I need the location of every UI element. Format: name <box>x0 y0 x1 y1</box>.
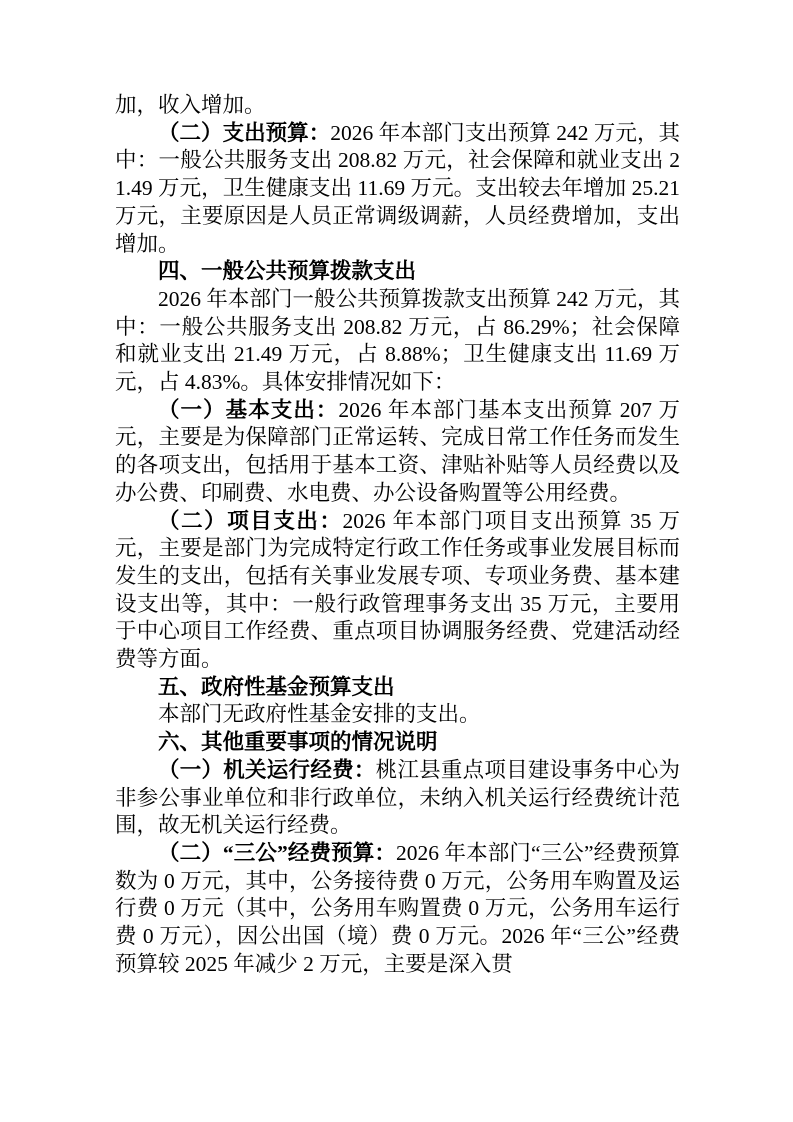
paragraph-agency-operating-expenses <box>115 757 680 840</box>
paragraph-text: 桃江县重点项目建设事务中心为非参公事业单位和非行政单位，未纳入机关运行经费统计范围，故无机关运行经费。 <box>115 757 680 838</box>
paragraph-lead-basic-expenditure: （一）基本支出： <box>158 397 339 422</box>
paragraph-text: 2026 年本部门项目支出预算 35 万元，主要是部门为完成特定行政工作任务或事业发展目标而发生的支出，包括有关事业发展专项、专项业务费、基本建设支出等，其中：一般行政管理事务支出 35 万元，主要用于中心项目工作经费、重点项目协调服务经费、党建活动经费等方面。 <box>115 508 680 672</box>
paragraph-text: 加，收入增加。 <box>115 93 266 117</box>
paragraph-general-public-budget-detail <box>115 286 680 397</box>
heading-section-6-other-important-matters: 六、其他重要事项的情况说明 <box>158 730 438 755</box>
paragraph-expenditure-budget <box>115 120 680 259</box>
paragraph-basic-expenditure <box>115 397 680 508</box>
heading-section-5-government-fund-budget: 五、政府性基金预算支出 <box>158 674 395 699</box>
paragraph-text: 2026 年本部门一般公共预算拨款支出预算 242 万元，其中：一般公共服务支出 208.82 万元，占 86.29%；社会保障和就业支出 21.49 万元，占 8.88%；卫生健康支出 11.69 万元，占 4.83%。具体安排情况如下： <box>115 286 680 395</box>
paragraph-no-government-fund <box>115 701 680 729</box>
paragraph-text: 本部门无政府性基金安排的支出。 <box>158 702 481 727</box>
paragraph-text: 2026 年本部门基本支出预算 207 万元，主要是为保障部门正常运转、完成日常工作任务而发生的各项支出，包括用于基本工资、津贴补贴等人员经费以及办公费、印刷费、水电费、办公设备购置等公用经费。 <box>115 397 680 505</box>
paragraph-text: 2026 年本部门支出预算 242 万元，其中：一般公共服务支出 208.82 万元，社会保障和就业支出 21.49 万元，卫生健康支出 11.69 万元。支出较去年增加 25.21 万元，主要原因是人员正常调级调薪，人员经费增加，支出增加。 <box>115 120 680 256</box>
paragraph-text: 2026 年本部门“三公”经费预算数为 0 万元，其中，公务接待费 0 万元，公务用车购置及运行费 0 万元（其中，公务用车购置费 0 万元，公务用车运行费 0 万元），因公出国（境）费 0 万元。2026 年“三公”经费预算较 2025 年减少 2 万元，主要是深入贯 <box>115 840 680 976</box>
paragraph-project-expenditure <box>115 508 680 674</box>
paragraph-three-public-expenses-budget <box>115 840 680 979</box>
paragraph-income-increase-continuation <box>115 92 680 120</box>
paragraph-lead-project-expenditure: （二）项目支出： <box>158 508 343 533</box>
paragraph-lead-agency-operating-expenses: （一）机关运行经费： <box>158 757 376 782</box>
paragraph-lead-three-public-expenses: （二）“三公”经费预算： <box>158 840 397 865</box>
heading-section-4-general-public-budget-appropriation: 四、一般公共预算拨款支出 <box>158 259 417 284</box>
paragraph-lead-expenditure-budget: （二）支出预算： <box>158 120 331 145</box>
